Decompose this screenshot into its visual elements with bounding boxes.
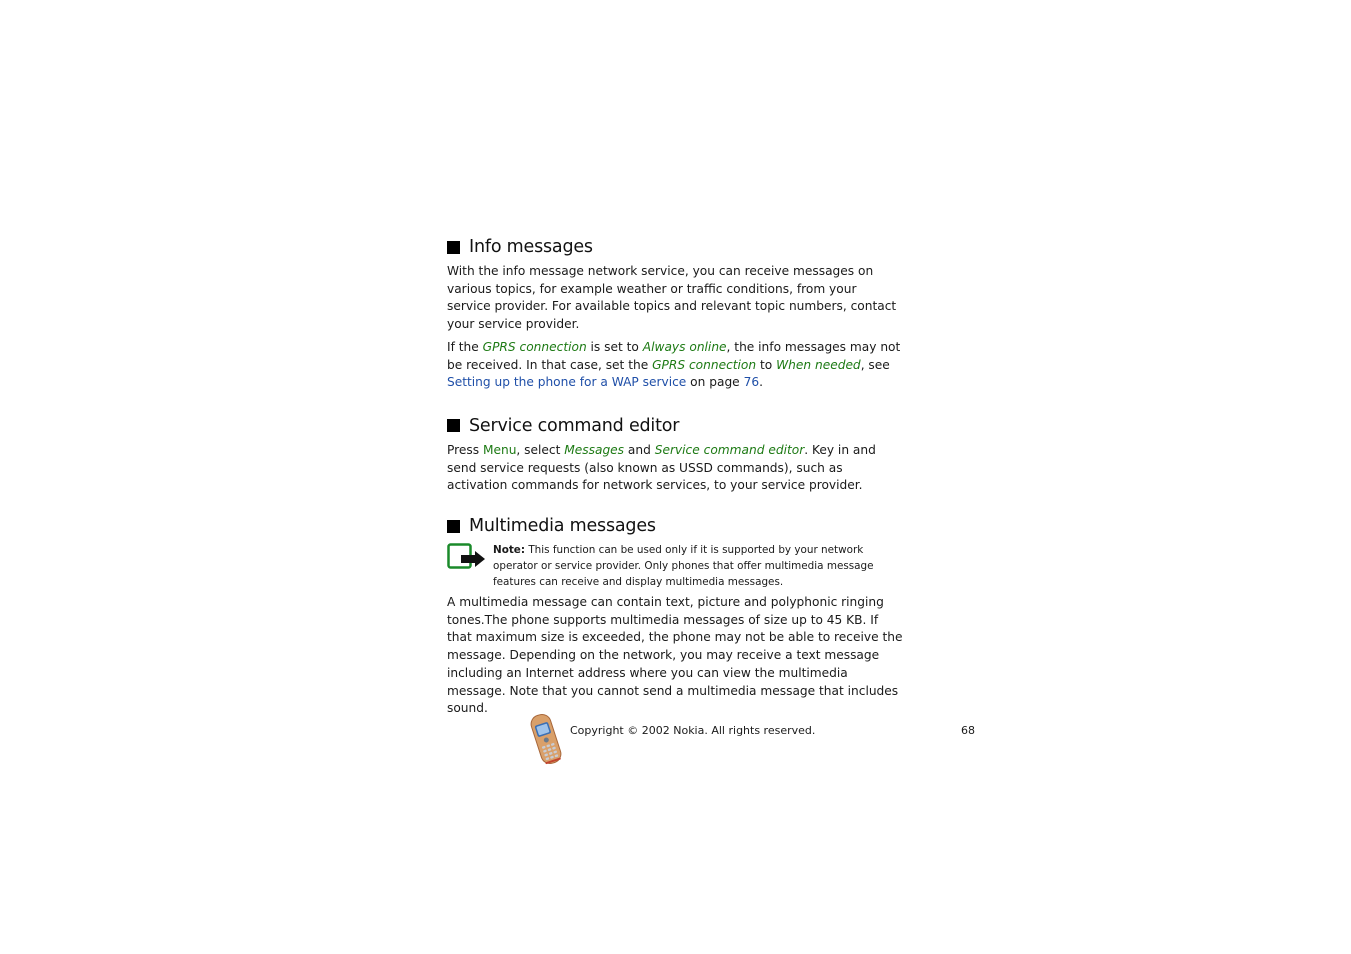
section-title: Multimedia messages: [469, 516, 656, 537]
note-block: [447, 542, 903, 590]
text-run: Press: [447, 442, 483, 457]
phone-icon: [527, 711, 565, 766]
section-title: Service command editor: [469, 415, 680, 436]
menu-term-messages: Messages: [564, 442, 625, 457]
text-run: .: [759, 375, 763, 390]
cross-reference-link[interactable]: Setting up the phone for a WAP service: [447, 375, 687, 390]
text-run: , the info messages may not be received. In that case, set the: [447, 339, 901, 372]
softkey-menu: Menu: [482, 442, 517, 457]
section-heading-multimedia: [447, 515, 903, 537]
paragraph: [447, 442, 903, 495]
menu-term-gprs-connection: GPRS connection: [652, 357, 757, 372]
note-label: Note:: [493, 544, 526, 557]
menu-term-when-needed: When needed: [776, 357, 861, 372]
text-run: If the: [447, 339, 483, 354]
paragraph: With the info message network service, you can receive messages on various topics, for example weather or traffic conditions, from your service provider. For available topics and relevant topic numbers, contact your service provider.: [447, 264, 897, 332]
page-number: 68: [961, 724, 975, 737]
text-run: is set to: [586, 339, 643, 354]
square-bullet-icon: [447, 241, 460, 254]
text-run: on page: [686, 375, 744, 390]
section-heading-service: [447, 415, 903, 437]
section-title: Info messages: [469, 237, 593, 257]
paragraph: [447, 339, 903, 392]
text-run: , see: [860, 357, 890, 372]
page-footer: [527, 709, 977, 767]
page-content: [447, 236, 903, 723]
menu-term-service-command-editor: Service command editor: [654, 442, 805, 457]
text-run: . Key in and send service requests (also known as USSD commands), such as activation commands for network services, to your service provider.: [447, 442, 876, 493]
text-run: , select: [516, 442, 565, 457]
menu-term-gprs-connection: GPRS connection: [482, 339, 587, 354]
paragraph: A multimedia message can contain text, picture and polyphonic ringing tones.The phone supports multimedia messages of size up to 45 KB. If that maximum size is exceeded, the phone may not be able to receive the message. Depending on the network, you may receive a text message including an Internet address where you can view the multimedia message. Note that you cannot send a multimedia message that includes sound.: [447, 595, 903, 716]
section-heading-info: [447, 236, 903, 258]
note-body: This function can be used only if it is supported by your network operator or service provider. Only phones that offer multimedia message features can receive and display multimedia messages.: [493, 544, 874, 589]
text-run: and: [624, 442, 655, 457]
square-bullet-icon: [447, 520, 460, 533]
text-run: to: [756, 357, 777, 372]
note-icon: [447, 543, 487, 571]
square-bullet-icon: [447, 419, 460, 432]
menu-term-always-online: Always online: [642, 339, 727, 354]
note-text: [493, 542, 903, 590]
page-reference-link[interactable]: 76: [743, 375, 760, 390]
copyright-text: Copyright © 2002 Nokia. All rights reserved.: [570, 724, 816, 737]
